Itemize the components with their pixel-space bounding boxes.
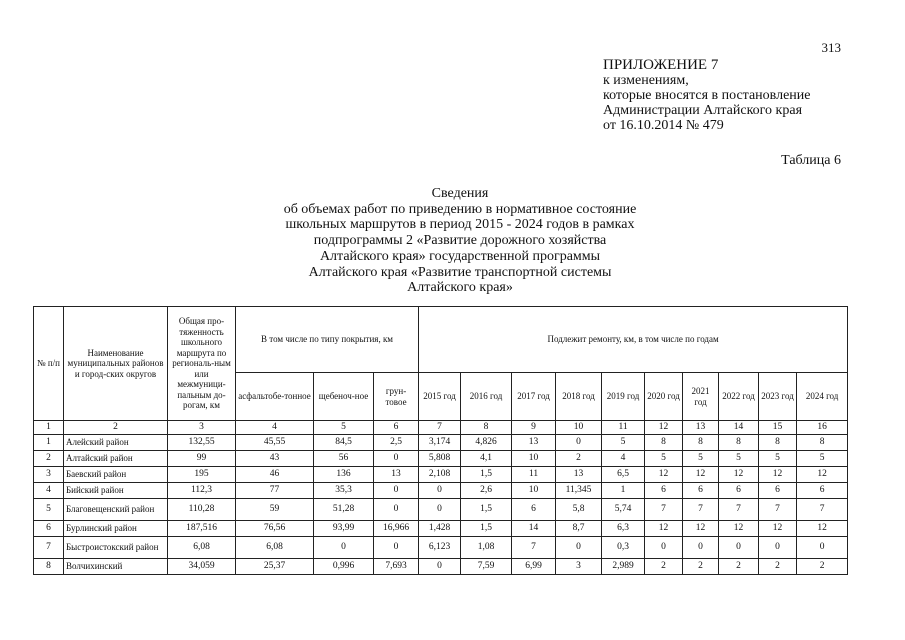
- table-cell: 4,1: [461, 451, 512, 467]
- table-cell: 12: [797, 521, 848, 537]
- appendix-line: от 16.10.2014 № 479: [603, 118, 724, 133]
- table-cell: 7: [683, 499, 719, 521]
- table-cell: 0: [419, 483, 461, 499]
- table-cell: 6: [512, 499, 556, 521]
- table-cell: 2,989: [602, 559, 645, 575]
- column-number: 8: [461, 421, 512, 435]
- column-number: 5: [314, 421, 374, 435]
- table-cell: 12: [759, 521, 797, 537]
- table-cell: 5: [797, 451, 848, 467]
- table-row: [34, 451, 848, 467]
- header-year: 2019 год: [602, 373, 645, 421]
- table-cell: 7: [645, 499, 683, 521]
- header-year: 2018 год: [556, 373, 602, 421]
- district-name-cell: Баевский район: [64, 467, 168, 483]
- table-cell: 99: [168, 451, 236, 467]
- table-cell: 1,428: [419, 521, 461, 537]
- table-cell: 93,99: [314, 521, 374, 537]
- table-row: [34, 559, 848, 575]
- district-name-cell: Благовещенский район: [64, 499, 168, 521]
- table-cell: 0: [683, 537, 719, 559]
- table-cell: 2: [797, 559, 848, 575]
- table-cell: 2: [719, 559, 759, 575]
- table-cell: 2: [556, 451, 602, 467]
- table-cell: 5: [34, 499, 64, 521]
- header-asphalt: асфальтобе-тонное: [236, 373, 314, 421]
- table-cell: 13: [556, 467, 602, 483]
- header-ground: грун-товое: [374, 373, 419, 421]
- table-cell: 7: [512, 537, 556, 559]
- column-number: 13: [683, 421, 719, 435]
- column-number: 10: [556, 421, 602, 435]
- column-number: 11: [602, 421, 645, 435]
- header-num: № п/п: [34, 307, 64, 421]
- table-cell: 2,108: [419, 467, 461, 483]
- table-cell: 3: [34, 467, 64, 483]
- district-name-cell: Бийский район: [64, 483, 168, 499]
- table-cell: 5,808: [419, 451, 461, 467]
- table-cell: 12: [797, 467, 848, 483]
- table-cell: 1: [602, 483, 645, 499]
- header-year: 2024 год: [797, 373, 848, 421]
- header-year: 2022 год: [719, 373, 759, 421]
- table-row: [34, 499, 848, 521]
- header-year: 2016 год: [461, 373, 512, 421]
- table-cell: 2,6: [461, 483, 512, 499]
- table-cell: 2: [34, 451, 64, 467]
- table-cell: 6: [759, 483, 797, 499]
- table-cell: 12: [645, 467, 683, 483]
- appendix-title: ПРИЛОЖЕНИЕ 7: [603, 57, 719, 73]
- table-cell: 6,123: [419, 537, 461, 559]
- table-cell: 4,826: [461, 435, 512, 451]
- district-name-cell: Алтайский район: [64, 451, 168, 467]
- table-cell: 132,55: [168, 435, 236, 451]
- table-cell: 12: [683, 521, 719, 537]
- table-cell: 7: [719, 499, 759, 521]
- table-cell: 5,74: [602, 499, 645, 521]
- table-row: [34, 483, 848, 499]
- column-number: 16: [797, 421, 848, 435]
- table-cell: 13: [374, 467, 419, 483]
- table-cell: 4: [34, 483, 64, 499]
- table-cell: 51,28: [314, 499, 374, 521]
- table-cell: 2: [645, 559, 683, 575]
- table-cell: 1,5: [461, 467, 512, 483]
- table-cell: 0: [759, 537, 797, 559]
- table-cell: 136: [314, 467, 374, 483]
- table-cell: 10: [512, 483, 556, 499]
- header-total: Общая про-тяженность школьного маршрута по региональ-ным или межмуници-пальным до-рогам, км: [168, 307, 236, 421]
- table-cell: 6: [797, 483, 848, 499]
- table-cell: 6: [34, 521, 64, 537]
- table-cell: 0: [419, 499, 461, 521]
- table-cell: 8: [645, 435, 683, 451]
- table-cell: 0: [374, 537, 419, 559]
- header-year: 2021 год: [683, 373, 719, 421]
- table-cell: 0,3: [602, 537, 645, 559]
- title-line: Алтайского края «Развитие транспортной системы: [308, 264, 612, 280]
- header-year: 2020 год: [645, 373, 683, 421]
- table-cell: 11: [512, 467, 556, 483]
- table-cell: 0: [374, 499, 419, 521]
- header-year: 2023 год: [759, 373, 797, 421]
- page-number: 313: [821, 40, 841, 55]
- column-number: 1: [34, 421, 64, 435]
- title-line: Алтайского края» государственной программы: [319, 248, 601, 264]
- table-cell: 6,08: [168, 537, 236, 559]
- table-cell: 6,5: [602, 467, 645, 483]
- column-number: 2: [64, 421, 168, 435]
- table-cell: 0: [556, 435, 602, 451]
- district-name-cell: Волчихинский: [64, 559, 168, 575]
- table-cell: 1,08: [461, 537, 512, 559]
- table-cell: 5: [759, 451, 797, 467]
- table-cell: 6: [645, 483, 683, 499]
- table-cell: 0: [419, 559, 461, 575]
- table-cell: 0: [314, 537, 374, 559]
- table-cell: 1,5: [461, 521, 512, 537]
- column-number: 4: [236, 421, 314, 435]
- column-number: 15: [759, 421, 797, 435]
- table-cell: 2: [683, 559, 719, 575]
- table-cell: 13: [512, 435, 556, 451]
- table-cell: 195: [168, 467, 236, 483]
- table-cell: 0: [374, 451, 419, 467]
- table-cell: 3,174: [419, 435, 461, 451]
- table-cell: 12: [719, 521, 759, 537]
- table-row: [34, 467, 848, 483]
- district-name-cell: Бурлинский район: [64, 521, 168, 537]
- table-cell: 6: [683, 483, 719, 499]
- table-cell: 4: [602, 451, 645, 467]
- table-label: Таблица 6: [781, 153, 841, 168]
- table-cell: 6,99: [512, 559, 556, 575]
- table-cell: 76,56: [236, 521, 314, 537]
- table-cell: 45,55: [236, 435, 314, 451]
- table-cell: 5,8: [556, 499, 602, 521]
- column-numbers-row: [34, 421, 848, 435]
- table-cell: 187,516: [168, 521, 236, 537]
- table-cell: 6,08: [236, 537, 314, 559]
- column-number: 12: [645, 421, 683, 435]
- table-cell: 3: [556, 559, 602, 575]
- table-cell: 16,966: [374, 521, 419, 537]
- header-year: 2017 год: [512, 373, 556, 421]
- table-cell: 8,7: [556, 521, 602, 537]
- table-cell: 0: [719, 537, 759, 559]
- table-cell: 1: [34, 435, 64, 451]
- table-cell: 5: [602, 435, 645, 451]
- table-cell: 7: [759, 499, 797, 521]
- table-cell: 5: [683, 451, 719, 467]
- table-cell: 84,5: [314, 435, 374, 451]
- table-cell: 5: [645, 451, 683, 467]
- header-year: 2015 год: [419, 373, 461, 421]
- table-cell: 110,28: [168, 499, 236, 521]
- district-name-cell: Алейский район: [64, 435, 168, 451]
- table-cell: 10: [512, 451, 556, 467]
- table-cell: 0: [374, 483, 419, 499]
- table-cell: 8: [719, 435, 759, 451]
- table-cell: 46: [236, 467, 314, 483]
- table-cell: 35,3: [314, 483, 374, 499]
- table-cell: 7: [34, 537, 64, 559]
- table-cell: 59: [236, 499, 314, 521]
- table-cell: 7,59: [461, 559, 512, 575]
- table-cell: 6,3: [602, 521, 645, 537]
- title-line: подпрограммы 2 «Развитие дорожного хозяйства: [313, 233, 607, 249]
- table-row: [34, 521, 848, 537]
- header-name: Наименование муниципальных районов и город-ских округов: [64, 307, 168, 421]
- table-body: [34, 435, 848, 575]
- table-row: [34, 435, 848, 451]
- title-line: школьных маршрутов в период 2015 - 2024 годов в рамках: [285, 217, 635, 233]
- title-line: об объемах работ по приведению в нормативное состояние: [283, 201, 637, 217]
- title-line: Сведения: [431, 186, 489, 201]
- table-cell: 5: [719, 451, 759, 467]
- header-by-type: В том числе по типу покрытия, км: [236, 307, 419, 373]
- table-cell: 12: [759, 467, 797, 483]
- table-cell: 77: [236, 483, 314, 499]
- table-cell: 8: [797, 435, 848, 451]
- table-cell: 2: [759, 559, 797, 575]
- title-line: Алтайского края»: [407, 280, 513, 296]
- routes-table: [33, 306, 848, 575]
- appendix-line: к изменениям,: [603, 73, 689, 88]
- table-cell: 0: [556, 537, 602, 559]
- table-cell: 8: [683, 435, 719, 451]
- column-number: 3: [168, 421, 236, 435]
- table-cell: 0,996: [314, 559, 374, 575]
- appendix-line: которые вносятся в постановление: [603, 88, 811, 103]
- table-cell: 12: [683, 467, 719, 483]
- table-cell: 8: [34, 559, 64, 575]
- appendix-line: Администрации Алтайского края: [603, 103, 803, 118]
- table-cell: 0: [797, 537, 848, 559]
- header-repair: Подлежит ремонту, км, в том числе по годам: [419, 307, 848, 373]
- table-cell: 2,5: [374, 435, 419, 451]
- column-number: 9: [512, 421, 556, 435]
- appendix-block: [603, 58, 811, 133]
- table-cell: 112,3: [168, 483, 236, 499]
- table-cell: 56: [314, 451, 374, 467]
- header-gravel: щебеноч-ное: [314, 373, 374, 421]
- column-number: 14: [719, 421, 759, 435]
- table-cell: 34,059: [168, 559, 236, 575]
- table-cell: 1,5: [461, 499, 512, 521]
- table-cell: 12: [719, 467, 759, 483]
- table-cell: 7,693: [374, 559, 419, 575]
- table-cell: 14: [512, 521, 556, 537]
- table-cell: 12: [645, 521, 683, 537]
- table-cell: 43: [236, 451, 314, 467]
- table-cell: 11,345: [556, 483, 602, 499]
- table-cell: 25,37: [236, 559, 314, 575]
- table-cell: 0: [645, 537, 683, 559]
- table-cell: 8: [759, 435, 797, 451]
- column-number: 7: [419, 421, 461, 435]
- table-cell: 7: [797, 499, 848, 521]
- column-number: 6: [374, 421, 419, 435]
- table-row: [34, 537, 848, 559]
- table-cell: 6: [719, 483, 759, 499]
- document-title: [230, 186, 690, 296]
- district-name-cell: Быстроистокский район: [64, 537, 168, 559]
